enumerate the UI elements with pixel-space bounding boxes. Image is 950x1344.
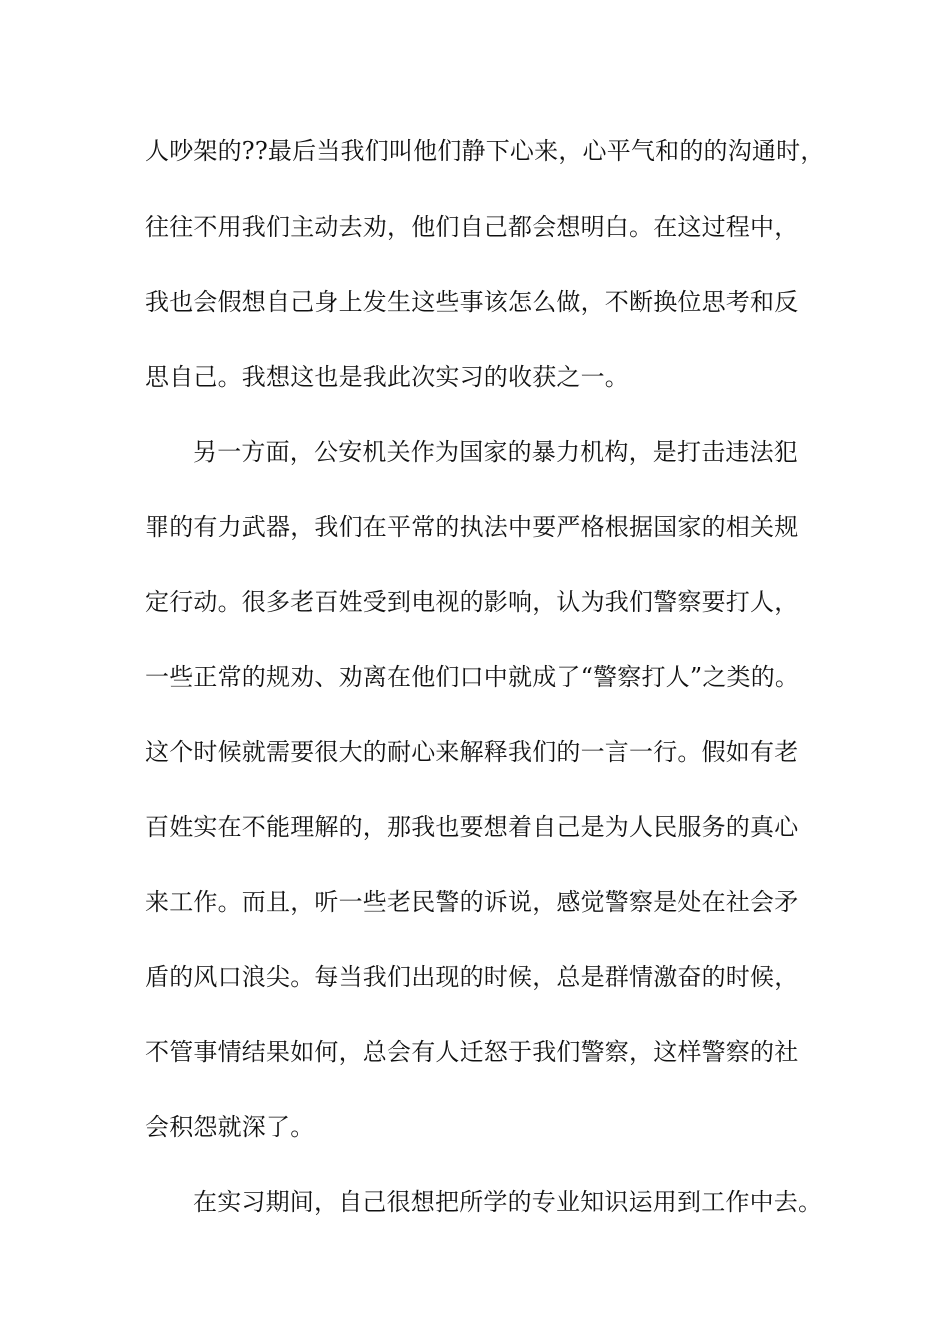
text-line: 来工作。而且，听一些老民警的诉说，感觉警察是处在社会矛 — [145, 888, 799, 916]
text-line: 定行动。很多老百姓受到电视的影响，认为我们警察要打人， — [145, 588, 799, 616]
paragraph-start-line: 在实习期间，自己很想把所学的专业知识运用到工作中去。 — [193, 1188, 823, 1216]
paragraph-start-line: 另一方面，公安机关作为国家的暴力机构，是打击违法犯 — [193, 438, 798, 466]
text-line: 不管事情结果如何，总会有人迁怒于我们警察，这样警察的社 — [145, 1038, 799, 1066]
text-line: 这个时候就需要很大的耐心来解释我们的一言一行。假如有老 — [145, 738, 799, 766]
text-line: 往往不用我们主动去劝，他们自己都会想明白。在这过程中， — [145, 213, 799, 241]
text-line: 思自己。我想这也是我此次实习的收获之一。 — [145, 363, 629, 391]
text-line: 我也会假想自己身上发生这些事该怎么做，不断换位思考和反 — [145, 288, 799, 316]
text-line: 罪的有力武器，我们在平常的执法中要严格根据国家的相关规 — [145, 513, 799, 541]
text-line: 一些正常的规劝、劝离在他们口中就成了“警察打人”之类的。 — [145, 663, 800, 691]
text-line: 百姓实在不能理解的，那我也要想着自己是为人民服务的真心 — [145, 813, 799, 841]
text-line: 盾的风口浪尖。每当我们出现的时候，总是群情激奋的时候， — [145, 963, 799, 991]
text-line: 会积怨就深了。 — [145, 1113, 315, 1141]
text-line: 人吵架的??最后当我们叫他们静下心来，心平气和的的沟通时， — [145, 137, 825, 165]
